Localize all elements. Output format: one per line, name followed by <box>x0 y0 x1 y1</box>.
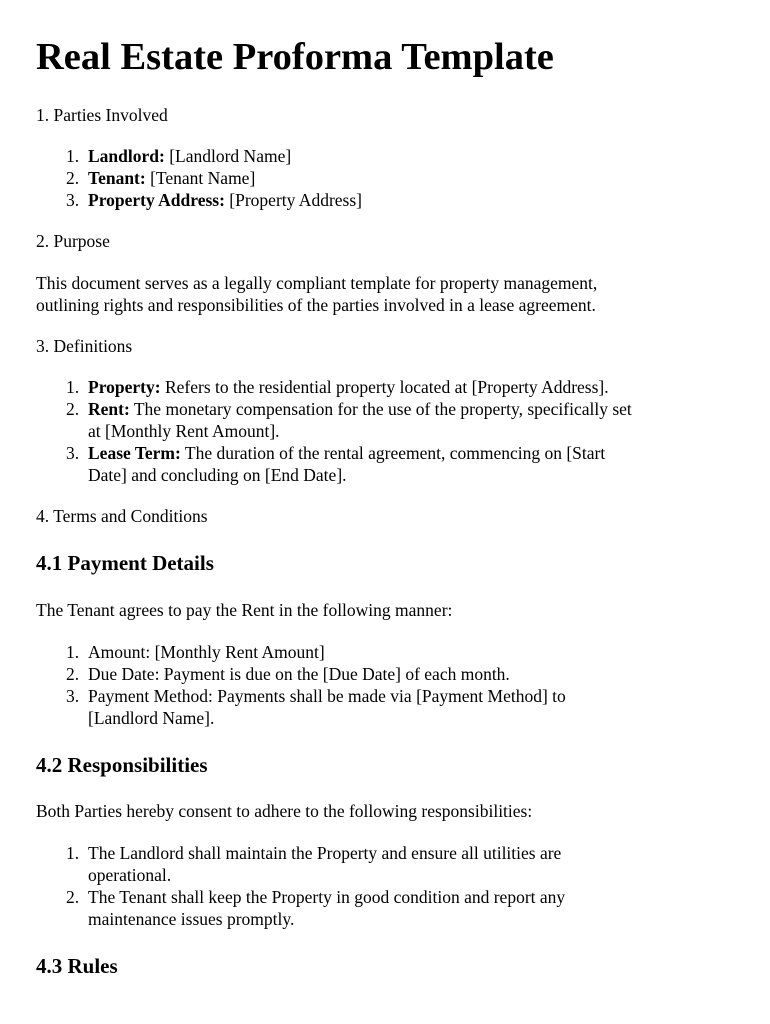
item-text: The monetary compensation for the use of the property, specifically set <box>129 399 632 419</box>
purpose-text-line: This document serves as a legally compliant template for property management, <box>36 273 598 293</box>
section-heading-terms: 4. Terms and Conditions <box>36 506 208 526</box>
list-item: 2. Tenant: [Tenant Name] <box>66 168 256 188</box>
list-item: 3. Payment Method: Payments shall be made via [Payment Method] to [Landlord Name]. <box>66 686 566 728</box>
list-item: 3. Property Address: [Property Address] <box>66 190 362 210</box>
section-heading-purpose: 2. Purpose <box>36 231 110 251</box>
parties-list <box>36 145 362 211</box>
item-text: [Tenant Name] <box>145 168 256 188</box>
list-item: 3. Lease Term: The duration of the rental agreement, commencing on [Start Date] and concluding on [End Date]. <box>36 442 632 486</box>
item-label: Landlord: <box>88 146 165 166</box>
item-text: Due Date: Payment is due on the [Due Date] of each month. <box>88 664 510 684</box>
item-text: [Property Address] <box>224 190 362 210</box>
payment-intro: The Tenant agrees to pay the Rent in the following manner: <box>36 600 453 620</box>
purpose-text-line: outlining rights and responsibilities of the parties involved in a lease agreement. <box>36 295 596 315</box>
item-text-continued: maintenance issues promptly. <box>88 909 295 929</box>
item-text: Amount: [Monthly Rent Amount] <box>88 642 325 662</box>
document-title: Real Estate Proforma Template <box>36 36 554 78</box>
list-item: 1. Landlord: [Landlord Name] <box>66 146 292 166</box>
list-item: 1. Amount: [Monthly Rent Amount] <box>66 642 325 662</box>
section-heading-definitions: 3. Definitions <box>36 336 133 356</box>
item-text-continued: [Landlord Name]. <box>88 708 215 728</box>
item-text-continued: operational. <box>88 865 172 885</box>
subsection-heading-payment: 4.1 Payment Details <box>36 551 214 575</box>
item-text: Refers to the residential property located at [Property Address]. <box>160 377 609 397</box>
section-heading-parties: 1. Parties Involved <box>36 105 168 125</box>
subsection-heading-responsibilities: 4.2 Responsibilities <box>36 753 208 777</box>
item-label: Property: <box>88 377 161 397</box>
item-text: Payment Method: Payments shall be made via [Payment Method] to <box>88 686 566 706</box>
responsibilities-list <box>36 842 565 930</box>
item-text: The duration of the rental agreement, commencing on [Start <box>180 443 606 463</box>
item-label: Lease Term: <box>88 443 181 463</box>
item-text: The Landlord shall maintain the Property and ensure all utilities are <box>88 843 562 863</box>
list-item: 1. Property: Refers to the residential property located at [Property Address]. <box>66 377 609 397</box>
payment-list <box>36 641 566 729</box>
definitions-list <box>36 376 632 486</box>
item-text: [Landlord Name] <box>164 146 292 166</box>
list-item: 2. The Tenant shall keep the Property in good condition and report any maintenance issues promptly. <box>66 887 566 929</box>
item-text-continued: Date] and concluding on [End Date]. <box>88 465 347 485</box>
item-label: Property Address: <box>88 190 225 210</box>
item-text-continued: at [Monthly Rent Amount]. <box>88 421 280 441</box>
list-item: 2. Due Date: Payment is due on the [Due Date] of each month. <box>66 664 510 684</box>
subsection-heading-rules: 4.3 Rules <box>36 954 118 978</box>
list-item: 2. Rent: The monetary compensation for the use of the property, specifically set at [Monthly Rent Amount]. <box>66 399 632 441</box>
list-item: 1. The Landlord shall maintain the Property and ensure all utilities are operational. <box>36 842 565 886</box>
item-text: The Tenant shall keep the Property in good condition and report any <box>88 887 566 907</box>
responsibilities-intro: Both Parties hereby consent to adhere to the following responsibilities: <box>36 801 533 821</box>
item-label: Tenant: <box>88 168 146 188</box>
item-label: Rent: <box>88 399 130 419</box>
